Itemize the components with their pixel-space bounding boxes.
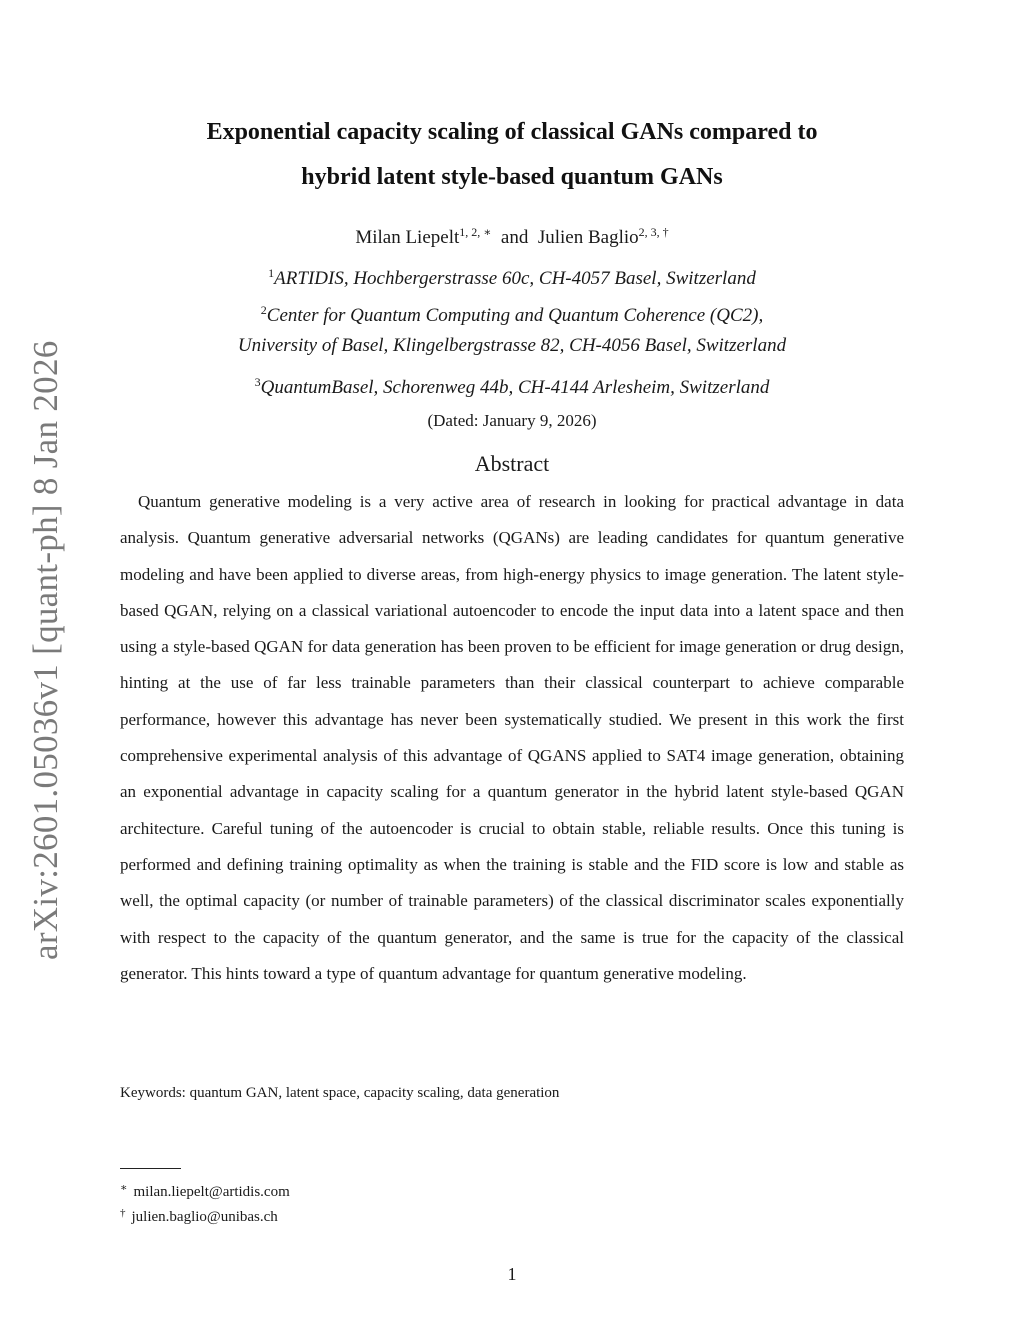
arxiv-identifier-stamp: arXiv:2601.05036v1 [quant-ph] 8 Jan 2026 — [26, 340, 65, 960]
affiliation-2-mark: 2 — [260, 303, 267, 317]
date-line: (Dated: January 9, 2026) — [427, 411, 597, 430]
affiliation-3 — [120, 369, 904, 401]
abstract-body: Quantum generative modeling is a very active area of research in looking for practical advantage in data analysis. Quantum generative adversarial networks (QGANs) are leading candidates for quantum generative modeling and have been applied to diverse areas, from high-energy physics to image generation. The latent style-based QGAN, relying on a classical variational autoencoder to encode the input data into a latent space and then using a style-based QGAN for data generation has been proven to be efficient for image generation or drug design, hinting at the use of far less trainable parameters than their classical counterpart to achieve comparable performance, however this advantage has never been systematically studied. We present in this work the first comprehensive experimental analysis of this advantage of QGANS applied to SAT4 image generation, obtaining an exponential advantage in capacity scaling for a quantum generator in the hybrid latent style-based QGAN architecture. Careful tuning of the autoencoder is crucial to obtain stable, reliable results. Once this tuning is performed and defining training optimality as when the training is stable and the FID score is low and stable as well, the optimal capacity (or number of trainable parameters) of the classical discriminator scales exponentially with respect to the capacity of the quantum generator, and the same is true for the capacity of the classical generator. This hints toward a type of quantum advantage for quantum generative modeling. — [120, 492, 904, 983]
author-1-name: Milan Liepelt — [355, 227, 460, 248]
page-number: 1 — [507, 1264, 517, 1284]
affiliation-2 — [120, 297, 904, 329]
title-line-1: Exponential capacity scaling of classical GANs compared to — [206, 119, 818, 145]
paper-title — [120, 110, 904, 200]
title-line-2: hybrid latent style-based quantum GANs — [301, 164, 723, 190]
author-conjunction: and — [500, 227, 529, 248]
affiliation-1-text: ARTIDIS, Hochbergerstrasse 60c, CH-4057 Basel, Switzerland — [274, 268, 756, 289]
abstract-heading: Abstract — [474, 451, 550, 476]
keywords-line: Keywords: quantum GAN, latent space, capacity scaling, data generation — [120, 1085, 560, 1101]
affiliation-2-text: Center for Quantum Computing and Quantum Coherence (QC2), — [266, 305, 764, 326]
affiliation-3-mark: 3 — [254, 375, 261, 389]
affiliation-3-text: QuantumBasel, Schorenweg 44b, CH-4144 Arlesheim, Switzerland — [260, 377, 770, 398]
author-2-name: Julien Baglio — [537, 227, 639, 248]
affiliation-1 — [120, 260, 904, 292]
footnote-1 — [120, 1178, 290, 1202]
author-list — [120, 219, 904, 251]
affiliation-2b-text: University of Basel, Klingelbergstrasse 82, CH-4056 Basel, Switzerland — [237, 335, 787, 356]
footnote-divider — [120, 1168, 181, 1169]
footnote-2-mark: † — [120, 1207, 126, 1219]
author-1-marks: 1, 2, ∗ — [459, 225, 492, 239]
affiliation-1-mark: 1 — [268, 266, 275, 280]
footnote-2-email: julien.baglio@unibas.ch — [131, 1209, 278, 1225]
footnote-1-mark: ∗ — [120, 1182, 128, 1194]
footnote-2 — [120, 1203, 278, 1227]
affiliation-2-continued — [120, 333, 904, 359]
footnote-1-email: milan.liepelt@artidis.com — [133, 1184, 290, 1200]
author-2-marks: 2, 3, † — [638, 225, 669, 239]
